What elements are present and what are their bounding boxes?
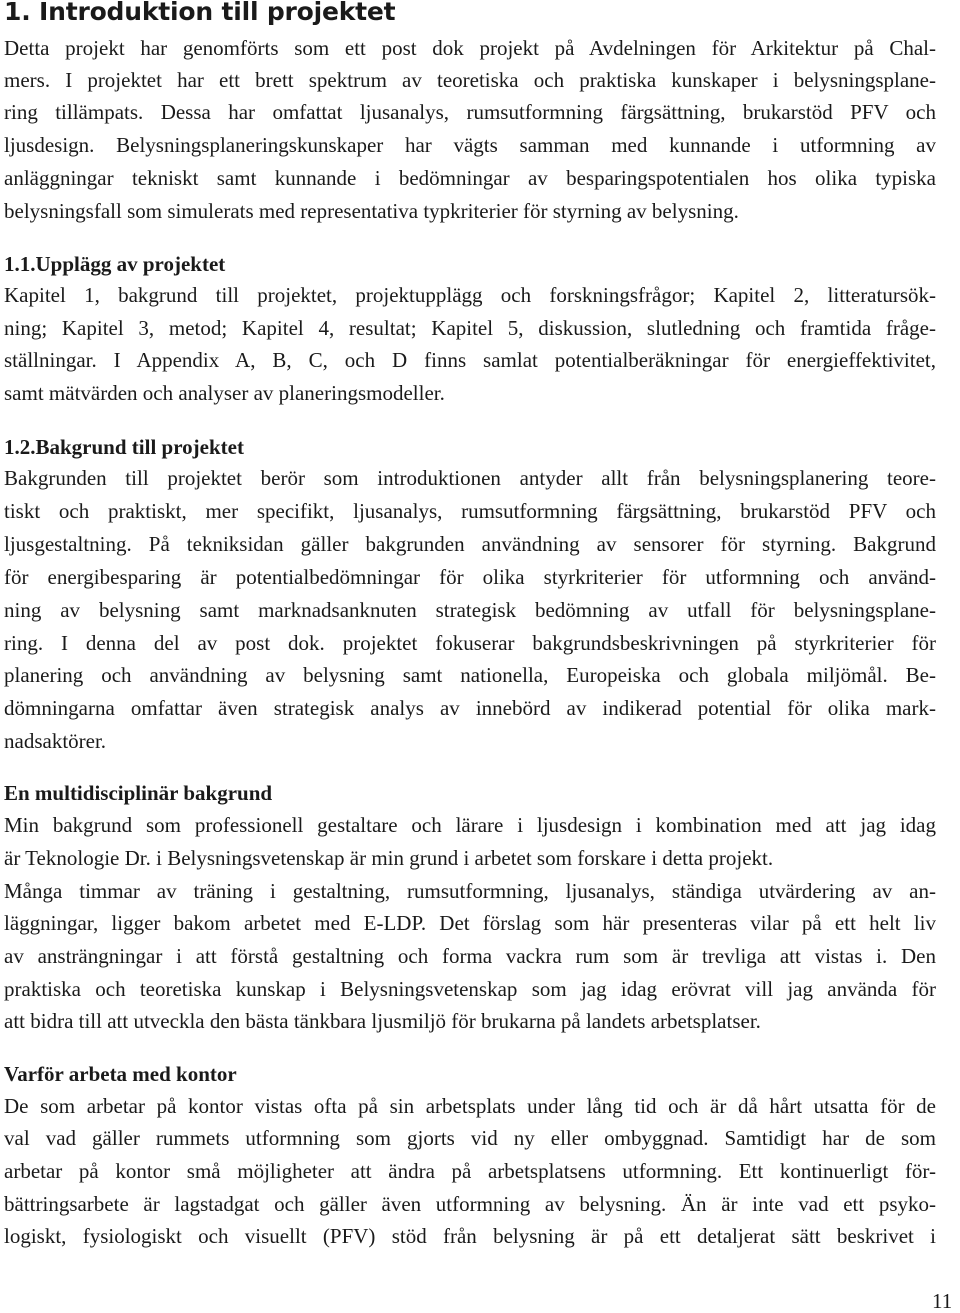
section-multi-line: praktiska och teoretiska kunskap i Belysningsvetenskap som jag idag erövrat vill jag använda för xyxy=(4,977,936,1001)
intro-line: anläggningar tekniskt samt kunnande i bedömningar av besparingspotentialen hos olika typiska xyxy=(4,166,936,190)
section-1-2-line: planering och användning av belysning samt nationella, Europeiska och globala miljömål. Be- xyxy=(4,663,936,687)
section-multi-line: att bidra till att utveckla den bästa tänkbara ljusmiljö för brukarna på landets arbetsplatser. xyxy=(4,1009,761,1033)
section-multi-line: läggningar, ligger bakom arbetet med E-LDP. Det förslag som här presenteras vilar på ett helt liv xyxy=(4,911,936,935)
section-1-2-line: Bakgrunden till projektet berör som introduktionen antyder allt från belysningsplanering teore- xyxy=(4,466,936,490)
section-1-2-line: dömningarna omfattar även strategisk analys av innebörd av indikerad potential för olika mark- xyxy=(4,696,936,720)
section-1-2-line: tiskt och praktiskt, mer specifikt, ljusanalys, rumsutformning färgsättning, brukarstöd PFV och xyxy=(4,499,936,523)
section-multi-line: Många timmar av träning i gestaltning, rumsutformning, ljusanalys, ständiga utvärdering av an- xyxy=(4,879,936,903)
intro-line: ring tillämpats. Dessa har omfattat ljusanalys, rumsutformning färgsättning, brukarstöd PFV och xyxy=(4,100,936,124)
section-multi-line: Min bakgrund som professionell gestaltare och lärare i ljusdesign i kombination med att jag idag xyxy=(4,813,936,837)
section-1-1-line: ställningar. I Appendix A, B, C, och D finns samlat potentialberäkningar för energieffektivitet, xyxy=(4,348,936,372)
chapter-heading: 1. Introduktion till projektet xyxy=(4,0,396,26)
section-office-line: De som arbetar på kontor vistas ofta på sin arbetsplats under lång tid och är då hårt utsatta för de xyxy=(4,1094,936,1118)
section-1-1-line: samt mätvärden och analyser av planeringsmodeller. xyxy=(4,381,445,405)
section-1-2-line: ljusgestaltning. På tekniksidan gäller bakgrunden användning av sensorer för styrning. Bakgrund xyxy=(4,532,936,556)
section-office-line: val vad gäller rummets utformning som gjorts vid ny eller ombyggnad. Samtidigt har de som xyxy=(4,1126,936,1150)
section-1-1-line: Kapitel 1, bakgrund till projektet, projektupplägg och forskningsfrågor; Kapitel 2, litteratursök- xyxy=(4,283,936,307)
section-multi-line: är Teknologie Dr. i Belysningsvetenskap är min grund i arbetet som forskare i detta projekt. xyxy=(4,846,774,870)
section-office-line: bättringsarbete är lagstadgat och gäller även utformning av belysning. Än är inte vad ett psyko- xyxy=(4,1192,936,1216)
section-1-2-line: nadsaktörer. xyxy=(4,729,107,753)
section-heading-1-2: 1.2.Bakgrund till projektet xyxy=(4,435,244,459)
intro-line: ljusdesign. Belysningsplaneringskunskaper har vägts samman med kunnande i utformning av xyxy=(4,133,936,157)
section-1-1-line: ning; Kapitel 3, metod; Kapitel 4, resultat; Kapitel 5, diskussion, slutledning och framtida fråge- xyxy=(4,316,936,340)
intro-line: mers. I projektet har ett brett spektrum av teoretiska och praktiska kunskaper i belysningsplane- xyxy=(4,68,936,92)
intro-line: Detta projekt har genomförts som ett post dok projekt på Avdelningen för Arkitektur på Chal- xyxy=(4,36,936,60)
section-multi-line: av ansträngningar i att förstå gestaltning och forma vackra rum som är trevliga att vistas i. Den xyxy=(4,944,936,968)
page-number: 11 xyxy=(932,1289,953,1313)
section-heading-multidisciplinary: En multidisciplinär bakgrund xyxy=(4,781,273,805)
section-heading-1-1: 1.1.Upplägg av projektet xyxy=(4,252,226,276)
section-1-2-line: ning av belysning samt marknadsanknuten strategisk bedömning av utfall för belysningsplane- xyxy=(4,598,936,622)
section-office-line: logiskt, fysiologiskt och visuellt (PFV) stöd från belysning är på ett detaljerat sätt beskrivet i xyxy=(4,1224,936,1248)
section-1-2-line: ring. I denna del av post dok. projektet fokuserar bakgrundsbeskrivningen på styrkriterier för xyxy=(4,631,936,655)
intro-line: belysningsfall som simulerats med representativa typkriterier för styrning av belysning. xyxy=(4,199,739,223)
section-heading-office: Varför arbeta med kontor xyxy=(4,1062,237,1086)
section-1-2-line: för energibesparing är potentialbedömningar för olika styrkriterier för utformning och använd- xyxy=(4,565,936,589)
section-office-line: arbetar på kontor små möjligheter att ändra på arbetsplatsens utformning. Ett kontinuerligt för- xyxy=(4,1159,936,1183)
